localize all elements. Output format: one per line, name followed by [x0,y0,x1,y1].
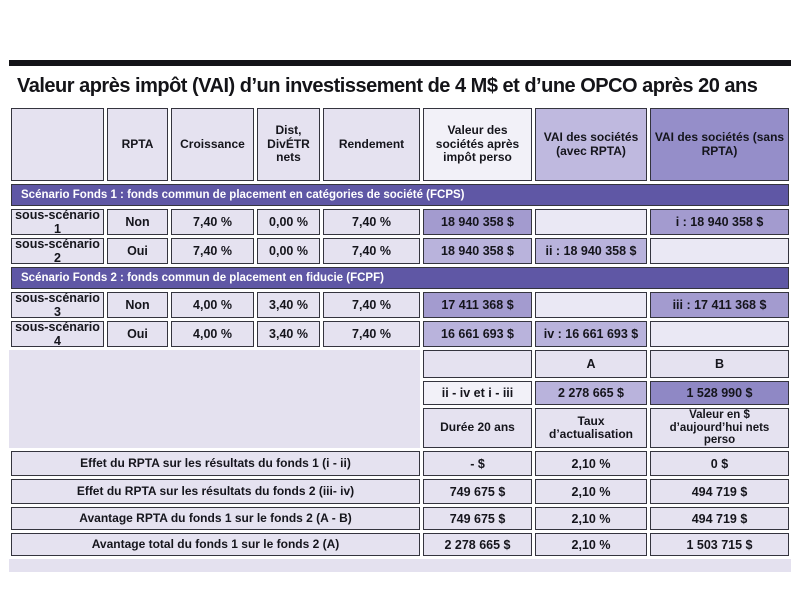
cell-rendement: 7,40 % [323,209,420,235]
header-valeur-societes: Valeur des sociétés après impôt perso [423,108,532,181]
cell-dist: 3,40 % [257,292,320,318]
header-rendement: Rendement [323,108,420,181]
page-title: Valeur après impôt (VAI) d’un investissement de 4 M$ et d’une OPCO après 20 ans [9,66,791,106]
summary-present-value: 1 503 715 $ [650,533,789,556]
cell-rendement: 7,40 % [323,321,420,347]
cell-rpta: Oui [107,238,168,264]
row-label: sous-scénario 1 [11,209,104,235]
cell-vai-sans: iii : 17 411 368 $ [650,292,789,318]
summary-rate: 2,10 % [535,533,647,556]
cell-croissance: 4,00 % [171,321,254,347]
header-vai-avec-rpta: VAI des sociétés (avec RPTA) [535,108,647,181]
spacer [11,381,420,405]
duration-cell: Durée 20 ans [423,408,532,448]
cell-dist: 0,00 % [257,238,320,264]
cell-vai-avec [535,292,647,318]
cell-dist: 0,00 % [257,209,320,235]
header-vai-sans-rpta: VAI des sociétés (sans RPTA) [650,108,789,181]
column-a-header: A [535,350,647,378]
header-dist-divetr-nets: Dist, DivÉTR nets [257,108,320,181]
summary-present-value: 0 $ [650,451,789,476]
summary-rate: 2,10 % [535,507,647,530]
cell-croissance: 7,40 % [171,238,254,264]
cell-croissance: 4,00 % [171,292,254,318]
cell-valeur: 18 940 358 $ [423,238,532,264]
cell-vai-sans [650,238,789,264]
row-label: sous-scénario 4 [11,321,104,347]
cell-valeur: 17 411 368 $ [423,292,532,318]
header-rpta: RPTA [107,108,168,181]
summary-amount: - $ [423,451,532,476]
cell-valeur: 18 940 358 $ [423,209,532,235]
cell-vai-sans [650,321,789,347]
summary-present-value: 494 719 $ [650,507,789,530]
cell-rendement: 7,40 % [323,238,420,264]
summary-amount: 749 675 $ [423,507,532,530]
summary-label: Effet du RPTA sur les résultats du fonds 1 (i - ii) [11,451,420,476]
cell-vai-avec: iv : 16 661 693 $ [535,321,647,347]
cell-dist: 3,40 % [257,321,320,347]
spacer [11,408,420,448]
cell-rpta: Non [107,292,168,318]
column-b-header: B [650,350,789,378]
row-label: sous-scénario 2 [11,238,104,264]
summary-amount: 749 675 $ [423,479,532,504]
ab-blank-cell [423,350,532,378]
cell-vai-sans: i : 18 940 358 $ [650,209,789,235]
section-band-fonds1: Scénario Fonds 1 : fonds commun de placement en catégories de société (FCPS) [11,184,789,206]
header-croissance: Croissance [171,108,254,181]
spacer [11,350,420,378]
difference-b-value: 1 528 990 $ [650,381,789,405]
cell-rpta: Oui [107,321,168,347]
summary-present-value: 494 719 $ [650,479,789,504]
cell-vai-avec [535,209,647,235]
cell-croissance: 7,40 % [171,209,254,235]
cell-rpta: Non [107,209,168,235]
summary-label: Effet du RPTA sur les résultats du fonds 2 (iii- iv) [11,479,420,504]
cell-vai-avec: ii : 18 940 358 $ [535,238,647,264]
header-empty [11,108,104,181]
row-label: sous-scénario 3 [11,292,104,318]
section-band-fonds2: Scénario Fonds 2 : fonds commun de placement en fiducie (FCPF) [11,267,789,289]
summary-rate: 2,10 % [535,479,647,504]
cell-valeur: 16 661 693 $ [423,321,532,347]
table-card [9,60,791,572]
present-value-header: Valeur en $ d’aujourd’hui nets perso [650,408,789,448]
summary-label: Avantage total du fonds 1 sur le fonds 2 (A) [11,533,420,556]
summary-rate: 2,10 % [535,451,647,476]
summary-label: Avantage RPTA du fonds 1 sur le fonds 2 (A - B) [11,507,420,530]
summary-amount: 2 278 665 $ [423,533,532,556]
data-table [9,106,791,556]
difference-label: ii - iv et i - iii [423,381,532,405]
discount-rate-header: Taux d’actualisation [535,408,647,448]
cell-rendement: 7,40 % [323,292,420,318]
difference-a-value: 2 278 665 $ [535,381,647,405]
